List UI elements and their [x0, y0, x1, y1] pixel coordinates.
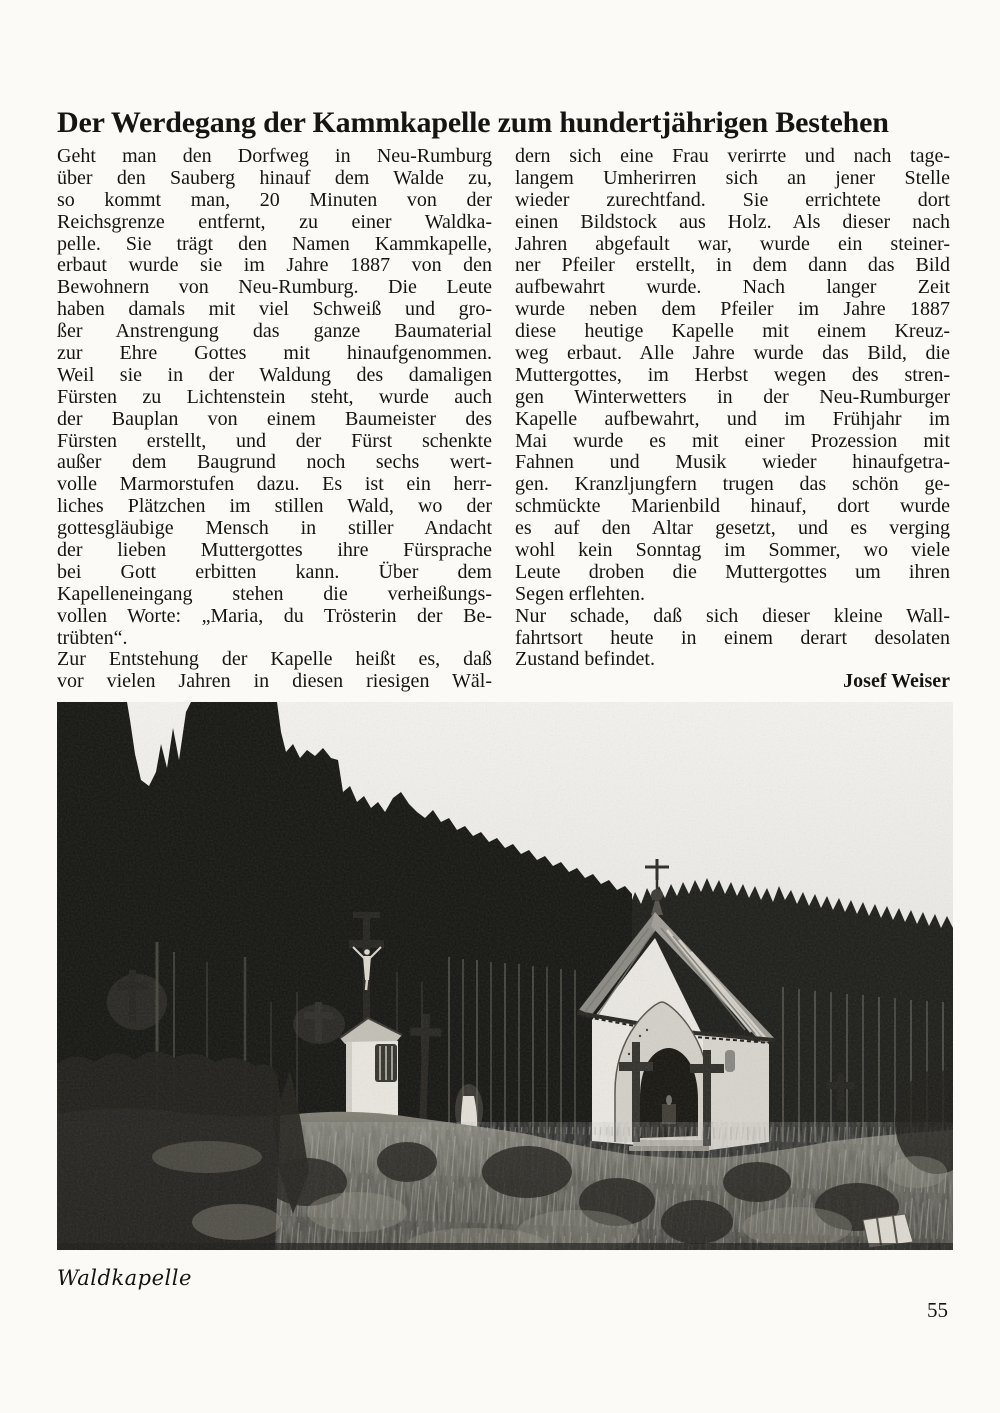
- article-title: Der Werdegang der Kammkapelle zum hundertjährigen Bestehen: [57, 106, 889, 139]
- text-line: über den Sauberg hinauf dem Walde zu,: [57, 166, 492, 189]
- text-line: diese heutige Kapelle mit einem Kreuz-: [515, 320, 950, 343]
- text-line: langem Umherirren sich an jener Stelle: [515, 166, 950, 189]
- text-line: haben damals mit viel Schweiß und gro-: [57, 298, 492, 321]
- text-line: Fürsten erstellt, und der Fürst schenkte: [57, 429, 492, 452]
- text-line: dern sich eine Frau verirrte und nach tage-: [515, 145, 950, 167]
- text-line: Weil sie in der Waldung des damaligen: [57, 363, 492, 386]
- text-line: einen Bildstock aus Holz. Als dieser nach: [515, 210, 950, 233]
- text-line: Geht man den Dorfweg in Neu-Rumburg: [57, 145, 492, 167]
- text-line: gen. Kranzljungfern trugen das schön ge-: [515, 473, 950, 496]
- text-line: weg erbaut. Alle Jahre wurde das Bild, die: [515, 342, 950, 365]
- text-line: Kapelle aufbewahrt, und im Frühjahr im: [515, 407, 950, 430]
- text-line: ßer Anstrengung das ganze Baumaterial: [57, 320, 492, 343]
- text-line: Muttergottes, im Herbst wegen des stren-: [515, 363, 950, 386]
- text-line: Fahnen und Musik wieder hinaufgetra-: [515, 451, 950, 474]
- text-line: wohl kein Sonntag im Sommer, wo viele: [515, 539, 950, 562]
- text-line: liches Plätzchen im stillen Wald, wo der: [57, 495, 492, 518]
- text-line: Zustand befindet.: [515, 648, 655, 671]
- text-line: Reichsgrenze entfernt, zu einer Waldka-: [57, 210, 492, 233]
- text-line: Zur Entstehung der Kapelle heißt es, daß: [57, 648, 492, 671]
- page-number: 55: [927, 1298, 948, 1322]
- author-signature: Josef Weiser: [843, 670, 950, 693]
- text-line: wurde neben dem Pfeiler im Jahre 1887: [515, 298, 950, 321]
- text-line: trübten“.: [57, 626, 128, 649]
- text-line: erbaut wurde sie im Jahre 1887 von den: [57, 254, 492, 277]
- text-line: gottesgläubige Mensch in stiller Andacht: [57, 517, 492, 540]
- text-line: fahrtsort heute in einem derart desolaten: [515, 626, 950, 649]
- text-line: Leute droben die Muttergottes um ihren: [515, 560, 950, 583]
- text-line: volle Marmorstufen dazu. Es ist ein herr-: [57, 473, 492, 496]
- photo-figure: [57, 702, 953, 1290]
- text-line: wieder zurechtfand. Sie errichtete dort: [515, 188, 950, 211]
- text-line: so kommt man, 20 Minuten von der: [57, 188, 492, 211]
- text-line: zur Ehre Gottes mit hinaufgenommen.: [57, 342, 492, 365]
- article-column-right: [515, 146, 950, 693]
- text-line: aufbewahrt wurde. Nach langer Zeit: [515, 276, 950, 299]
- text-line: gen Winterwetters in der Neu-Rumburger: [515, 385, 950, 408]
- text-line: Jahren abgefault war, wurde ein steiner-: [515, 232, 950, 255]
- text-line: Kapelleneingang stehen die verheißungs-: [57, 582, 492, 605]
- text-line: Bewohnern von Neu-Rumburg. Die Leute: [57, 276, 492, 299]
- text-line: der Bauplan von einem Baumeister des: [57, 407, 492, 430]
- text-line: ner Pfeiler erstellt, in dem dann das Bild: [515, 254, 950, 277]
- text-line: Nur schade, daß sich dieser kleine Wall-: [515, 604, 950, 627]
- text-line: bei Gott erbitten kann. Über dem: [57, 560, 492, 583]
- article-column-left: [57, 146, 492, 693]
- text-line: Mai wurde es mit einer Prozession mit: [515, 429, 950, 452]
- text-line: Segen erflehten.: [515, 582, 645, 605]
- text-line: pelle. Sie trägt den Namen Kammkapelle,: [57, 232, 492, 255]
- waldkapelle-photo: [57, 702, 953, 1250]
- text-line: Fürsten zu Lichtenstein steht, wurde auch: [57, 385, 492, 408]
- text-line: vor vielen Jahren in diesen riesigen Wäl-: [57, 670, 492, 693]
- text-line: außer dem Baugrund noch sechs wert-: [57, 451, 492, 474]
- text-line: vollen Worte: „Maria, du Trösterin der Be-: [57, 604, 492, 627]
- text-line: es auf den Altar gesetzt, und es verging: [515, 517, 950, 540]
- article-body: [57, 146, 953, 693]
- text-line: schmückte Marienbild hinauf, dort wurde: [515, 495, 950, 518]
- article: [57, 106, 953, 693]
- photo-caption: Waldkapelle: [57, 1266, 192, 1290]
- text-line: der lieben Muttergottes ihre Fürsprache: [57, 539, 492, 562]
